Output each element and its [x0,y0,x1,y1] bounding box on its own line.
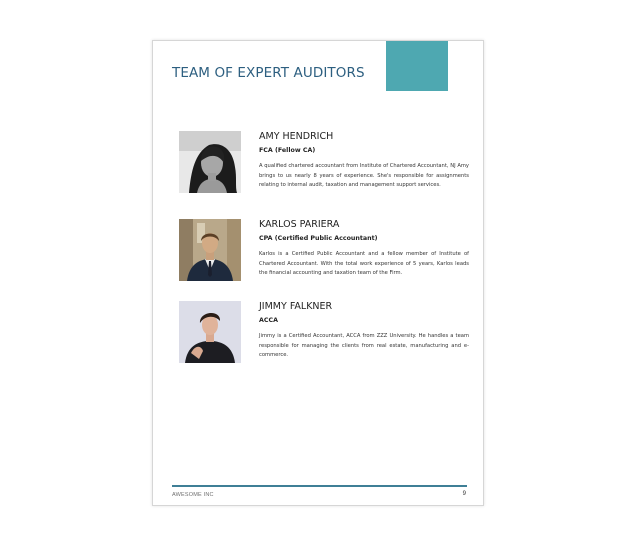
member-description: A qualified chartered accountant from Institute of Chartered Accountant, NJ Amy brings to us nearly 8 years of experience. She's responsible for assignments relating to internal audit, taxation and management support services. [259,163,469,188]
member-credential: CPA (Certified Public Accountant) [259,235,378,242]
member-credential: ACCA [259,317,278,324]
member-description: Karlos is a Certified Public Accountant and a fellow member of Institute of Chartered Accountant. With the total work experience of 5 years, Karlos leads the financial accounting and taxation team of the Firm. [259,251,469,276]
member-description: Jimmy is a Certified Accountant, ACCA from ZZZ University. He handles a team responsible for managing the clients from real estate, manufacturing and e-commerce. [259,333,469,358]
member-name: KARLOS PARIERA [259,219,340,230]
member-photo-jimmy [179,301,241,363]
member-credential: FCA (Fellow CA) [259,147,316,154]
member-name: AMY HENDRICH [259,131,334,142]
footer-divider [172,485,467,487]
page-title: TEAM OF EXPERT AUDITORS [172,65,365,81]
document-page [152,40,484,506]
member-name: JIMMY FALKNER [259,301,333,312]
footer-company: AWESOME INC [172,492,214,498]
page-number: 9 [462,491,466,497]
member-photo-amy [179,131,241,193]
member-photo-karlos [179,219,241,281]
accent-block [386,41,448,91]
